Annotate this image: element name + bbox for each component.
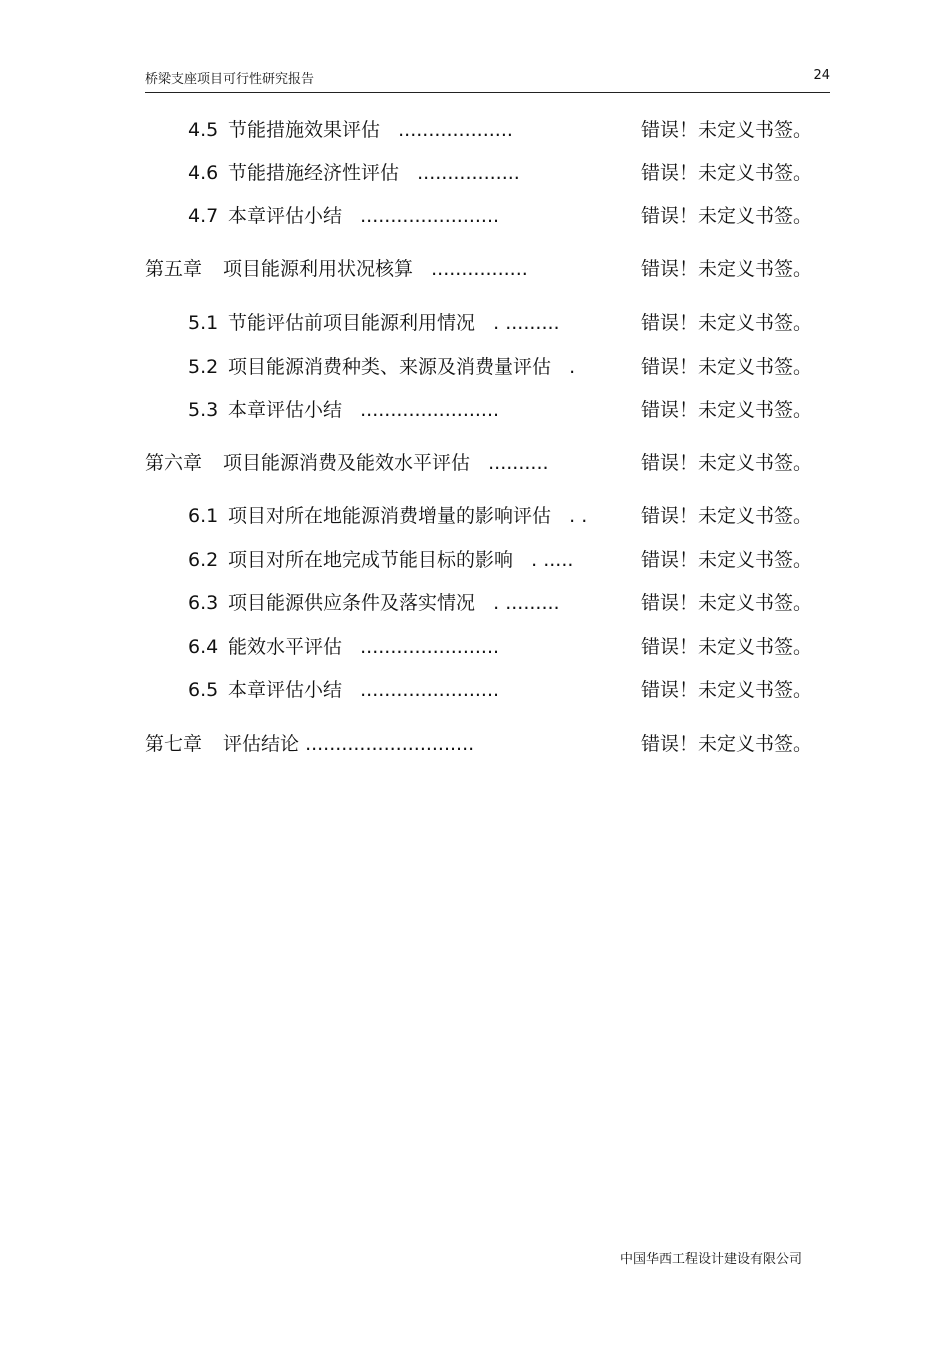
toc-number: 6.5 <box>188 679 219 701</box>
toc-leader: . <box>569 356 576 378</box>
toc-number: 4.7 <box>188 205 219 227</box>
toc-page-ref: 错误！未定义书签。 <box>641 258 813 280</box>
toc-leader: . ......... <box>493 312 560 334</box>
toc-number: 4.5 <box>188 119 219 141</box>
toc-entry[interactable] <box>188 158 520 188</box>
toc-page-ref: 错误！未定义书签。 <box>641 733 813 755</box>
toc-page-ref: 错误！未定义书签。 <box>641 162 813 184</box>
toc-page-ref: 错误！未定义书签。 <box>641 356 813 378</box>
toc-entry[interactable] <box>188 395 499 425</box>
header-title: 桥梁支座项目可行性研究报告 <box>145 72 315 87</box>
toc-title: 节能措施效果评估 <box>228 119 381 141</box>
toc-page-ref: 错误！未定义书签。 <box>641 119 813 141</box>
toc-number: 5.3 <box>188 399 219 421</box>
toc-chapter-entry[interactable] <box>145 448 549 478</box>
toc-title: 项目能源消费及能效水平评估 <box>223 452 471 474</box>
toc-title: 项目对所在地完成节能目标的影响 <box>228 549 514 571</box>
toc-title: 本章评估小结 <box>228 399 343 421</box>
toc-entry[interactable] <box>188 352 575 382</box>
toc-title: 能效水平评估 <box>228 636 343 658</box>
toc-page-ref: 错误！未定义书签。 <box>641 452 813 474</box>
toc-number: 5.2 <box>188 356 219 378</box>
page-header <box>145 66 830 93</box>
toc-leader: ................ <box>431 258 528 280</box>
toc-leader: ....................... <box>360 399 500 421</box>
toc-title: 项目能源利用状况核算 <box>223 258 414 280</box>
toc-title: 节能措施经济性评估 <box>228 162 400 184</box>
toc-page-ref: 错误！未定义书签。 <box>641 312 813 334</box>
toc-leader: ............................ <box>305 733 475 755</box>
toc-leader: ................. <box>417 162 520 184</box>
toc-leader: . ..... <box>531 549 574 571</box>
toc-page-ref: 错误！未定义书签。 <box>641 505 813 527</box>
toc-leader: . ......... <box>493 592 560 614</box>
toc-leader: . . <box>569 505 588 527</box>
toc-number: 6.2 <box>188 549 219 571</box>
page-number: 24 <box>813 68 830 83</box>
toc-page-ref: 错误！未定义书签。 <box>641 679 813 701</box>
toc-leader: ....................... <box>360 636 500 658</box>
toc-number: 6.1 <box>188 505 219 527</box>
toc-chapter-entry[interactable] <box>145 254 528 284</box>
toc-chapter-number: 第七章 <box>145 733 203 755</box>
toc-entry[interactable] <box>188 115 513 145</box>
toc-number: 5.1 <box>188 312 219 334</box>
toc-title: 项目能源供应条件及落实情况 <box>228 592 476 614</box>
toc-leader: ....................... <box>360 679 500 701</box>
toc-chapter-number: 第六章 <box>145 452 203 474</box>
toc-page-ref: 错误！未定义书签。 <box>641 592 813 614</box>
toc-entry[interactable] <box>188 632 499 662</box>
toc-title: 本章评估小结 <box>228 205 343 227</box>
toc-number: 6.3 <box>188 592 219 614</box>
toc-entry[interactable] <box>188 201 499 231</box>
toc-title: 项目对所在地能源消费增量的影响评估 <box>228 505 552 527</box>
toc-title: 项目能源消费种类、来源及消费量评估 <box>228 356 552 378</box>
toc-entry[interactable] <box>188 308 560 338</box>
toc-leader: ....................... <box>360 205 500 227</box>
toc-page-ref: 错误！未定义书签。 <box>641 399 813 421</box>
toc-chapter-entry[interactable] <box>145 729 474 759</box>
toc-leader: .......... <box>488 452 549 474</box>
toc-entry[interactable] <box>188 545 573 575</box>
toc-entry[interactable] <box>188 675 499 705</box>
toc-entry[interactable] <box>188 588 560 618</box>
toc-page-ref: 错误！未定义书签。 <box>641 636 813 658</box>
toc-leader: ................... <box>398 119 513 141</box>
toc-chapter-number: 第五章 <box>145 258 203 280</box>
toc-page-ref: 错误！未定义书签。 <box>641 205 813 227</box>
footer-company: 中国华西工程设计建设有限公司 <box>620 1252 803 1267</box>
toc-number: 6.4 <box>188 636 219 658</box>
toc-number: 4.6 <box>188 162 219 184</box>
toc-page-ref: 错误！未定义书签。 <box>641 549 813 571</box>
toc-title: 节能评估前项目能源利用情况 <box>228 312 476 334</box>
toc-title: 本章评估小结 <box>228 679 343 701</box>
toc-title: 评估结论 <box>223 733 300 755</box>
toc-entry[interactable] <box>188 501 587 531</box>
